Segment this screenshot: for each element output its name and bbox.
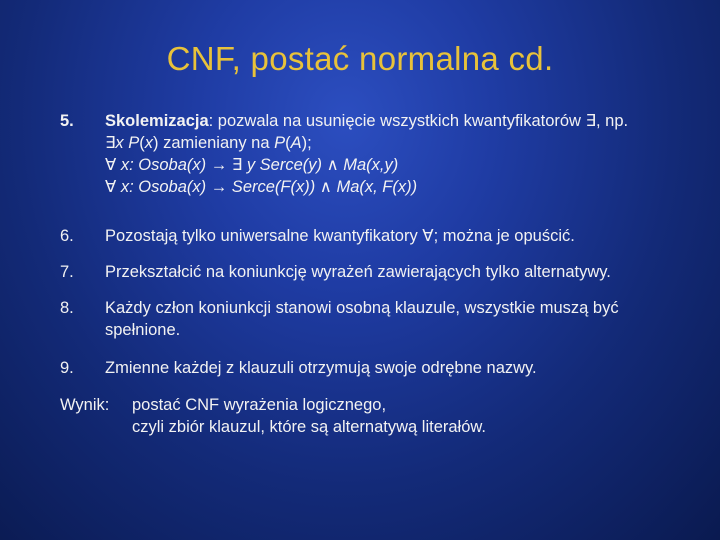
replaced-text: ) zamieniany na [153, 134, 275, 152]
formula-1: ∀ x: Osoba(x) → ∃ y Serce(y) ∧ Ma(x,y) [105, 156, 399, 174]
predicate-p: P [128, 134, 140, 152]
item-text [105, 297, 705, 341]
slide-title: CNF, postać normalna cd. [166, 40, 554, 77]
item-number: 7. [60, 263, 74, 281]
result-line-1: postać CNF wyrażenia logicznego, [132, 396, 387, 414]
item-number: 5. [60, 112, 74, 130]
item-text [105, 225, 705, 247]
predicate-p-2: P [274, 134, 286, 152]
item-text [105, 261, 705, 283]
item-line-1: Każdy człon koniunkcji stanowi osobną klauzule, wszystkie muszą być [105, 299, 619, 317]
item-number: 9. [60, 359, 74, 377]
item-line-2: spełnione. [105, 321, 181, 339]
paren-open-2: ( [285, 134, 291, 152]
item-line-2 [105, 132, 705, 154]
item-line: Pozostają tylko uniwersalne kwantyfikatory ∀; można je opuścić. [105, 227, 575, 245]
result-line-2: czyli zbiór klauzul, które są alternatywą literałów. [132, 418, 486, 436]
term-skolemizacja: Skolemizacja [105, 112, 209, 130]
result-text [132, 394, 692, 438]
exists-x: ∃x [105, 134, 129, 152]
paren-close: ); [301, 134, 312, 152]
result-label: Wynik: [60, 396, 110, 414]
var-x: x [144, 134, 154, 152]
const-a: A [290, 134, 302, 152]
item-line-1 [105, 110, 705, 132]
item-rest: : pozwala na usunięcie wszystkich kwantyfikatorów ∃, np. [208, 112, 629, 130]
item-line: Przekształcić na koniunkcję wyrażeń zawierających tylko alternatywy. [105, 263, 611, 281]
item-line: Zmienne każdej z klauzuli otrzymują swoje odrębne nazwy. [105, 359, 537, 377]
formula-2: ∀ x: Osoba(x) → Serce(F(x)) ∧ Ma(x, F(x)) [105, 178, 418, 196]
item-text [105, 357, 705, 379]
paren-open: ( [139, 134, 145, 152]
item-text [105, 110, 705, 198]
item-number: 6. [60, 227, 74, 245]
item-number: 8. [60, 299, 74, 317]
